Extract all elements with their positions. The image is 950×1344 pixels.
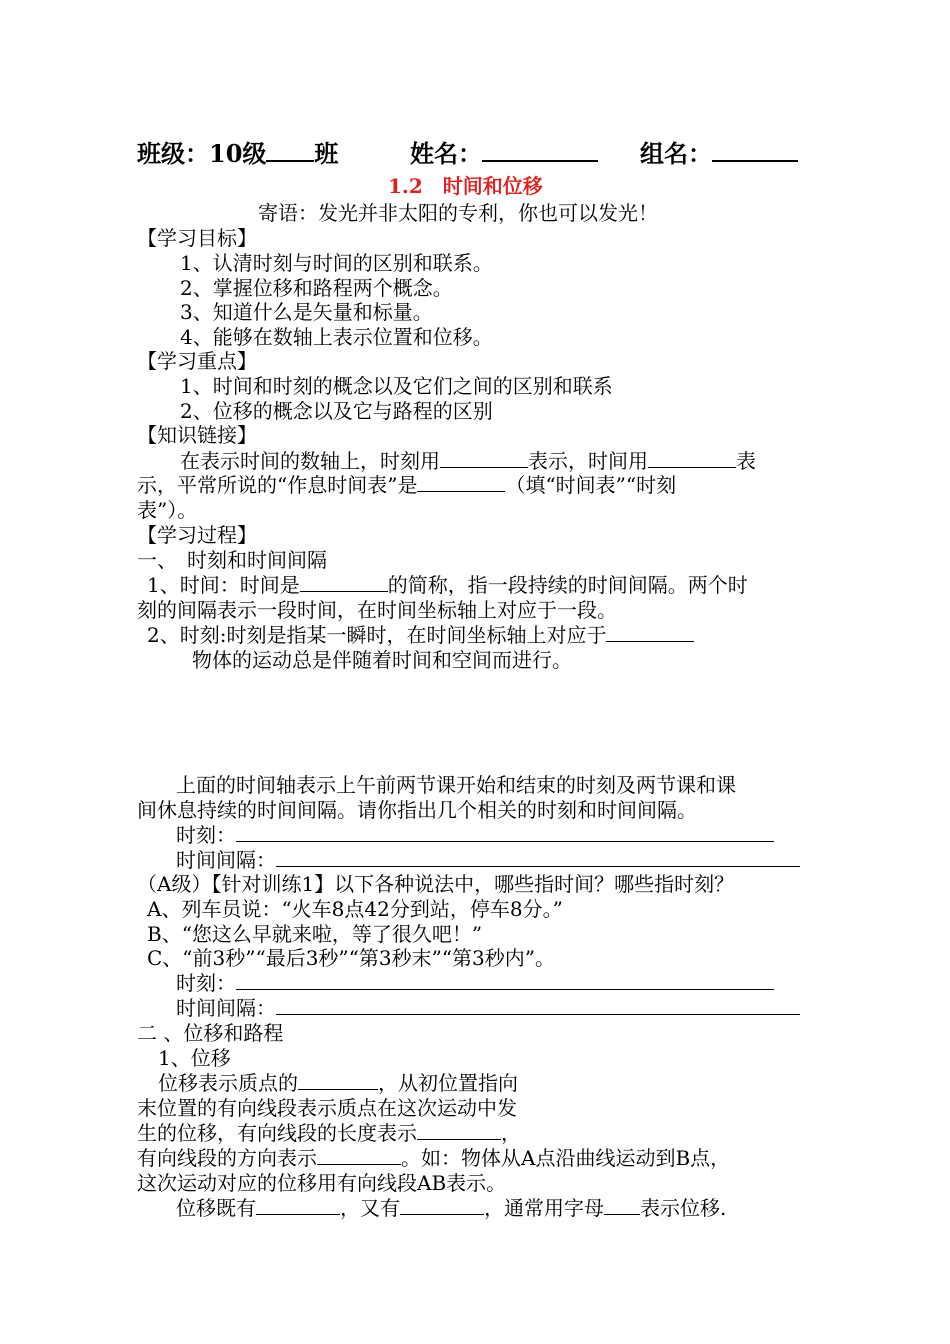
group-blank[interactable]: [712, 136, 798, 162]
blank[interactable]: [256, 1196, 340, 1215]
option-c: C、“前3秒”“最后3秒”“第3秒末”“第3秒内”。: [147, 946, 555, 970]
option-b: B、“您这么早就来啦，等了很久吧！”: [147, 922, 483, 946]
class-label: 班级：10级: [137, 139, 267, 168]
text: 位移表示质点的: [158, 1071, 298, 1095]
text: 在表示时间的数轴上，时刻用: [180, 449, 440, 473]
name-label: 姓名：: [410, 139, 482, 168]
text: 表: [736, 449, 756, 473]
class-suffix: 班: [314, 139, 339, 168]
disp-line-4: [137, 1146, 730, 1171]
blank[interactable]: [604, 1196, 640, 1215]
text: 的简称，指一段持续的时间间隔。两个时: [387, 573, 748, 597]
section-2-heading: 二 、位移和路程: [137, 1021, 284, 1045]
disp-line-3: [137, 1121, 521, 1146]
text: 示，平常所说的“作息时间表”是: [137, 473, 418, 497]
timeline-desc-line-1: 上面的时间轴表示上午前两节课开始和结束的时刻及两节课和课: [176, 773, 736, 797]
blank[interactable]: [440, 449, 528, 468]
name-field: [410, 136, 598, 169]
text: 有向线段的方向表示: [137, 1146, 317, 1170]
blank[interactable]: [417, 473, 505, 492]
motion-statement: 物体的运动总是伴随着时间和空间而进行。: [192, 648, 572, 672]
link-heading: 【知识链接】: [137, 423, 257, 447]
text: （填“时间表”“时刻: [505, 473, 677, 497]
goal-item: 4、能够在数轴上表示位置和位移。: [180, 325, 493, 349]
blank[interactable]: [317, 1146, 401, 1165]
text: 。如：物体从A点沿曲线运动到B点，: [401, 1146, 731, 1170]
blank[interactable]: [298, 1071, 378, 1090]
link-line-3: 表”）。: [137, 498, 198, 522]
moment-def-line: [147, 623, 694, 648]
timeline-desc-line-2: 间休息持续的时间间隔。请你指出几个相关的时刻和时间间隔。: [137, 798, 697, 822]
disp-line-5: 这次运动对应的位移用有向线段AB表示。: [137, 1171, 507, 1195]
lesson-title: 1.2 时间和位移: [388, 174, 543, 198]
interval-answer: [176, 848, 800, 873]
text: ，: [501, 1121, 521, 1145]
text: 生的位移，有向线段的长度表示: [137, 1121, 417, 1145]
interval-answer-2: [176, 996, 800, 1021]
text: ，又有: [340, 1196, 400, 1220]
link-line-2: [137, 473, 676, 498]
blank[interactable]: [606, 623, 694, 642]
process-heading: 【学习过程】: [137, 523, 257, 547]
label: 时间间隔：: [176, 996, 276, 1020]
header-line: [137, 136, 338, 169]
text: 表示位移.: [640, 1196, 727, 1220]
blank[interactable]: [648, 449, 736, 468]
label: 时刻：: [176, 823, 236, 847]
displacement-heading: 1、位移: [158, 1046, 231, 1070]
option-a: A、列车员说：“火车8点42分到站，停车8分。”: [147, 897, 563, 921]
moment-answer-2: [176, 971, 774, 996]
answer-blank[interactable]: [276, 848, 800, 867]
link-line-1: [180, 449, 756, 474]
goal-item: 3、知道什么是矢量和标量。: [180, 300, 433, 324]
name-blank[interactable]: [482, 136, 598, 162]
group-label: 组名：: [640, 139, 712, 168]
disp-line-6: [176, 1196, 726, 1221]
label: 时刻：: [176, 971, 236, 995]
disp-line-1: [158, 1071, 518, 1096]
focus-item: 2、位移的概念以及它与路程的区别: [180, 399, 493, 423]
focus-item: 1、时间和时刻的概念以及它们之间的区别和联系: [180, 374, 613, 398]
goal-item: 1、认清时刻与时间的区别和联系。: [180, 251, 493, 275]
focus-heading: 【学习重点】: [137, 349, 257, 373]
answer-blank[interactable]: [236, 971, 774, 990]
blank[interactable]: [400, 1196, 484, 1215]
text: ，通常用字母: [484, 1196, 604, 1220]
training-question: （A级）【针对训练1】以下各种说法中，哪些指时间？哪些指时刻？: [137, 872, 735, 896]
blank[interactable]: [417, 1121, 501, 1140]
text: 位移既有: [176, 1196, 256, 1220]
class-blank[interactable]: [266, 136, 314, 162]
answer-blank[interactable]: [236, 823, 774, 842]
label: 时间间隔：: [176, 848, 276, 872]
text: 2、时刻:时刻是指某一瞬时，在时间坐标轴上对应于: [147, 623, 607, 647]
answer-blank[interactable]: [276, 996, 800, 1015]
time-def-line-1: [147, 573, 748, 598]
text: 表示，时间用: [528, 449, 648, 473]
text: ，从初位置指向: [378, 1071, 518, 1095]
motto: 寄语：发光并非太阳的专利，你也可以发光！: [258, 201, 658, 225]
goals-heading: 【学习目标】: [137, 226, 257, 250]
time-def-line-2: 刻的间隔表示一段时间，在时间坐标轴上对应于一段。: [137, 598, 617, 622]
blank[interactable]: [300, 573, 388, 592]
goal-item: 2、掌握位移和路程两个概念。: [180, 276, 453, 300]
section-1-heading: 一、 时刻和时间间隔: [137, 548, 327, 572]
group-field: [640, 136, 798, 169]
text: 1、时间：时间是: [147, 573, 300, 597]
disp-line-2: 末位置的有向线段表示质点在这次运动中发: [137, 1096, 517, 1120]
moment-answer: [176, 823, 774, 848]
